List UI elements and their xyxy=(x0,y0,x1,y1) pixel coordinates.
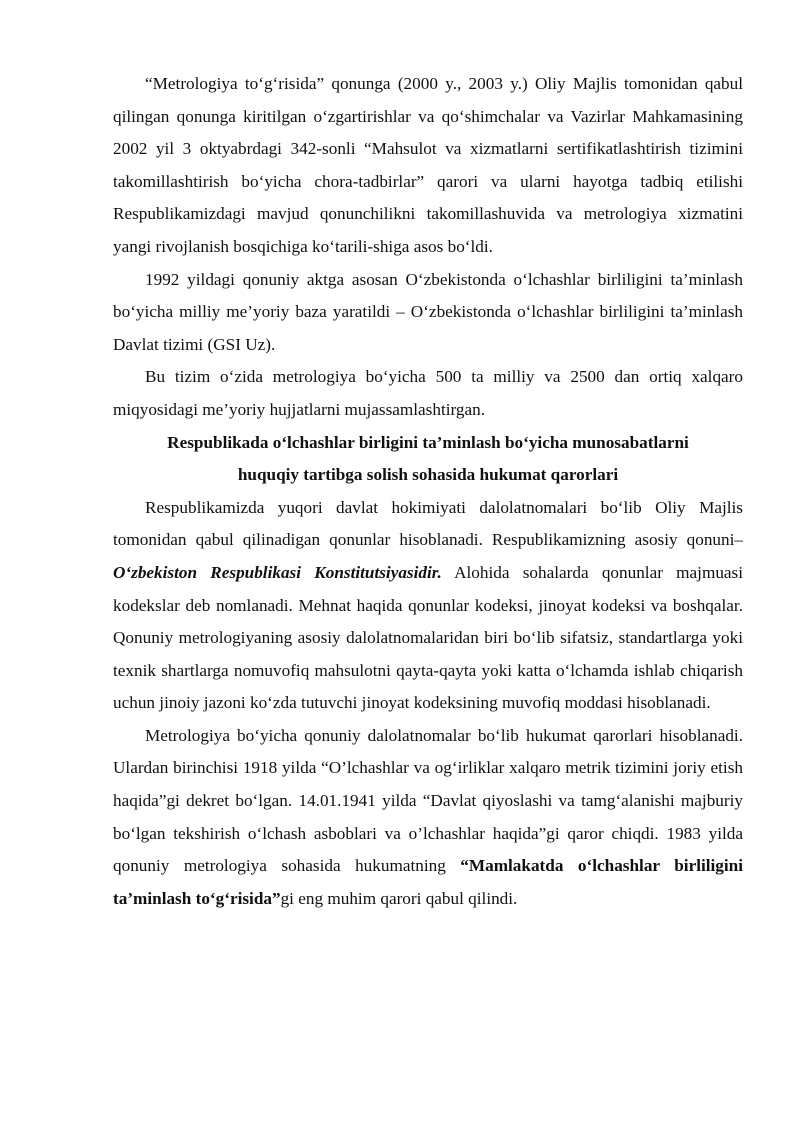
text-run: Respublikamizda yuqori davlat hokimiyati dalolatnomalari bo‘lib Oliy Majlis tomonidan qabul qilinadigan qonunlar hisoblanadi. Respublikamizning asosiy qonuni– xyxy=(113,497,743,550)
text-run: Metrologiya bo‘yicha qonuniy dalolatnomalar bo‘lib hukumat qarorlari hisoblanadi. Ulardan birinchisi 1918 yilda “O’lchashlar va og‘irliklar xalqaro metrik tizimini joriy etish haqida”gi dekret bo‘lgan. 14.01.1941 yilda “Davlat qiyoslashi va tamg‘alanishi majburiy bo‘lgan tekshirish o‘lchash asboblari va o’lchashlar haqida”gi qaror chiqdi. 1983 yilda qonuniy metrologiya sohasida hukumatning xyxy=(113,725,743,876)
section-heading-line2: huquqiy tartibga solish sohasida hukumat qarorlari xyxy=(237,465,619,485)
text-run: Alohida sohalarda qonunlar majmuasi kodekslar deb nomlanadi. Mehnat haqida qonunlar kodeksi, jinoyat kodeksi va boshqalar. Qonuniy metrologiyaning asosiy dalolatnomalaridan biri bo‘lib sifatsiz, standartlarga yoki texnik shartlarga nomuvofiq mahsulotni qayta-qayta yoki katta o‘lchamda ishlab chiqarish uchun jinoiy jazoni ko‘zda tutuvchi jinoyat kodeksining muvofiq moddasi hisoblanadi. xyxy=(113,562,743,713)
paragraph-constitution xyxy=(113,492,743,720)
emphasis-constitution: O‘zbekiston Respublikasi Konstitutsiyasidir. xyxy=(113,562,442,582)
paragraph-government-decisions xyxy=(113,720,743,916)
section-heading xyxy=(113,427,743,492)
section-heading-line1: Respublikada o‘lchashlar birligini ta’minlash bo‘yicha munosabatlarni xyxy=(167,432,689,452)
paragraph-system-documents: Bu tizim o‘zida metrologiya bo‘yicha 500 ta milliy va 2500 dan ortiq xalqaro miqyosidagi me’yoriy hujjatlarni mujassamlashtirgan. xyxy=(113,367,743,419)
paragraph-1992-act: 1992 yildagi qonuniy aktga asosan O‘zbekistonda o‘lchashlar birliligini ta’minlash bo‘yicha milliy me’yoriy baza yaratildi – O‘zbekistonda o‘lchashlar birliligini ta’minlash Davlat tizimi (GSI Uz). xyxy=(113,269,743,354)
paragraph-metrology-law: “Metrologiya to‘g‘risida” qonunga (2000 y., 2003 y.) Oliy Majlis tomonidan qabul qilingan qonunga kiritilgan o‘zgartirishlar va qo‘shimchalar va Vazirlar Mahkamasining 2002 yil 3 oktyabrdagi 342-sonli “Mahsulot va xizmatlarni sertifikatlashtirish tizimini takomillashtirish bo‘yicha chora-tadbirlar” qarori va ularni hayotga tadbiq etilishi Respublikamizdagi mavjud qonunchilikni takomillashuvida va metrologiya xizmatini yangi rivojlanish bosqichiga ko‘tarili-shiga asos bo‘ldi. xyxy=(113,74,743,256)
emphasis-decision-title: “Mamlakatda o‘lchashlar birliligini ta’minlash to‘g‘risida” xyxy=(113,856,743,908)
text-run: gi eng muhim qarori qabul qilindi. xyxy=(280,888,518,908)
document-page xyxy=(113,68,743,915)
